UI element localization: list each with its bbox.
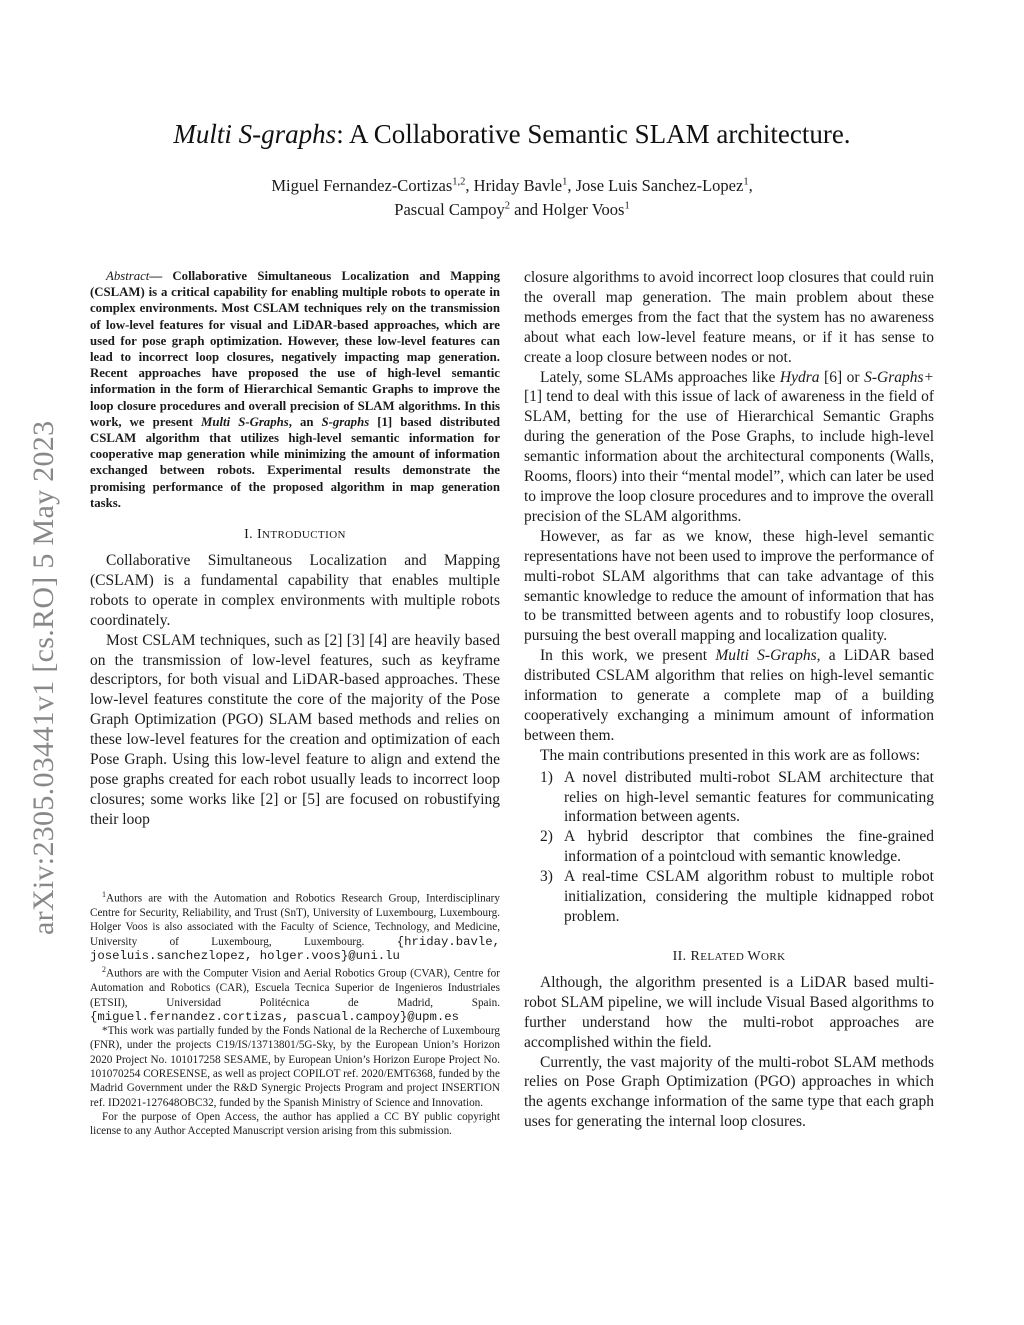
footnote-mark: 2 bbox=[102, 965, 106, 975]
list-item-text: A real-time CSLAM algorithm robust to multiple robot initialization, considering the multiple kidnapped robot problem. bbox=[564, 868, 934, 925]
paragraph: The main contributions presented in this work are as follows: bbox=[540, 746, 921, 764]
arxiv-identifier: arXiv:2305.03441v1 [cs.RO] 5 May 2023 bbox=[27, 420, 60, 935]
list-item-text: A novel distributed multi-robot SLAM architecture that relies on high-level semantic features for communicating information between agents. bbox=[564, 768, 934, 826]
affiliation-mark: 1 bbox=[562, 176, 568, 188]
paragraph bbox=[524, 646, 934, 746]
footnote-mark: 1 bbox=[102, 890, 106, 899]
list-item-text: A hybrid descriptor that combines the fine-grained information of a pointcloud with semantic knowledge. bbox=[564, 828, 934, 866]
paragraph: Although, the algorithm presented is a LiDAR based multi-robot SLAM pipeline, we will include Visual Based algorithms to further understand how the multi-robot approaches are accomplished within the field. bbox=[524, 973, 934, 1051]
section-title: R bbox=[690, 948, 701, 964]
section-title: ELATED bbox=[700, 950, 748, 963]
paragraph: Collaborative Simultaneous Localization and Mapping (CSLAM) is a fundamental capability that enables multiple robots to operate in complex environments with multiple robots coordinately. bbox=[90, 552, 500, 629]
section-title: NTRODUCTION bbox=[262, 529, 346, 542]
abstract-label: Abstract bbox=[106, 269, 150, 283]
paragraph: closure algorithms to avoid incorrect loop closures that could ruin the overall map generation. The main problem about these methods emerges from the fact that the system has no awareness about what each low-level feature means, or if it has sense to create a loop closure between nodes or not. bbox=[524, 269, 934, 366]
paragraph-text: In this work, we present bbox=[540, 647, 716, 665]
footnote bbox=[90, 963, 500, 1024]
list-item bbox=[524, 827, 934, 867]
abstract-text: — Collaborative Simultaneous Localization and Mapping (CSLAM) is a critical capability for enabling multiple robots to operate in complex environments. Most CSLAM techniques rely on the transmission of low-level features for visual and LiDAR-based approaches, which are used for pose graph optimization. However, these low-level features can lead to incorrect loop closures, negatively impacting map generation. Recent approaches have proposed the use of high-level semantic information in the form of Hierarchical Semantic Graphs to improve the loop closure procedures and overall precision of SLAM algorithms. In this work, we present bbox=[90, 269, 500, 429]
section-number: II. bbox=[672, 948, 691, 964]
section-number: I. bbox=[244, 527, 257, 543]
contribution-list bbox=[524, 768, 934, 927]
affiliation-mark: 1 bbox=[624, 200, 630, 212]
author-name: , Jose Luis Sanchez-Lopez bbox=[567, 176, 744, 195]
title-rest: : A Collaborative Semantic SLAM architecture. bbox=[336, 119, 851, 149]
paragraph-text: Lately, some SLAMs approaches like bbox=[540, 368, 780, 386]
section-title: ORK bbox=[760, 950, 786, 963]
abstract bbox=[90, 268, 500, 511]
paragraph-text: S-Graphs+ bbox=[864, 368, 934, 386]
author-name: Miguel Fernandez-Cortizas bbox=[271, 176, 453, 195]
author-name: Pascual Campoy bbox=[394, 200, 505, 219]
affiliation-mark: 1 bbox=[743, 176, 749, 188]
paper-title bbox=[100, 116, 924, 152]
paragraph: However, as far as we know, these high-level semantic representations have not been used to improve the performance of multi-robot SLAM algorithms that can take advantage of this semantic knowledge to reduce the amount of information that has to be transmitted between agents and to robustify loop closures, pursuing the best overall mapping and localization quality. bbox=[524, 527, 934, 645]
footnotes bbox=[90, 888, 500, 1139]
abstract-text: Multi S-Graphs bbox=[201, 414, 289, 429]
author-name: and Holger Voos bbox=[510, 200, 625, 219]
paragraph-text: , a LiDAR based distributed CSLAM algorithm that relies on high-level semantic information to generate a complete map of a building cooperatively exchanging a minimum amount of information between them. bbox=[524, 647, 935, 744]
footnote bbox=[90, 888, 500, 963]
footnote: For the purpose of Open Access, the author has applied a CC BY public copyright license to any Author Accepted Manuscript version arising from this submission. bbox=[90, 1110, 500, 1138]
abstract-text: [1] based distributed CSLAM algorithm that utilizes high-level semantic information for cooperative map generation while minimizing the amount of information exchanged between robots. Experimental results demonstrate the promising performance of the proposed algorithm in map generation tasks. bbox=[90, 414, 500, 510]
paragraph-text: [6] or bbox=[819, 368, 865, 386]
affiliation-mark: 2 bbox=[504, 200, 510, 212]
footnote-text: Authors are with the Computer Vision and Aerial Robotics Group (CVAR), Centre for Automation and Robotics (CAR), Escuela Tecnica Superior de Ingenieros Industriales (ETSII), Universidad Politécnica de Madrid, Spain. bbox=[90, 967, 500, 1009]
title-italic: Multi S-graphs bbox=[173, 119, 337, 149]
footnote-text: Authors are with the Automation and Robotics Research Group, Interdisciplinary Centre for Security, Reliability, and Trust (SnT), University of Luxembourg, Luxembourg. Holger Voos is also associated with the Faculty of Science, Technology, and Medicine, University of Luxembourg, Luxembourg. bbox=[90, 892, 500, 948]
paragraph-text: Hydra bbox=[779, 368, 820, 386]
paragraph-text: Multi S-Graphs bbox=[715, 647, 817, 665]
section-heading-introduction bbox=[90, 527, 500, 543]
section-title: I bbox=[256, 527, 263, 543]
paragraph: Most CSLAM techniques, such as [2] [3] [4] are heavily based on the transmission of low-level features, such as keyframe descriptors, for both visual and LiDAR-based approaches. These low-level features constitute the core of the majority of the Pose Graph Optimization (PGO) SLAM based methods and relies on these low-level features for the creation and optimization of each Pose Graph. Using this low-level feature to align and extend the pose graphs created for each robot usually leads to incorrect loop closures; some works like [2] or [5] are focused on robustifying their loop bbox=[90, 631, 500, 828]
list-number: 2) bbox=[540, 828, 553, 846]
list-number: 3) bbox=[540, 868, 553, 886]
footnote: *This work was partially funded by the Fonds National de la Recherche of Luxembourg (FNR), under the projects C19/IS/13713801/5G-Sky, by the European Union’s Horizon 2020 Project No. 101017258 SESAME, by European Union’s Horizon Europe Project No. 101070254 CORESENSE, as well as project COPILOT ref. 2020/EMT6368, funded by the Madrid Government under the R&D Synergic Projects Program and project INSERTION ref. ID2021-127648OBC32, funded by the Spanish Ministry of Science and Innovation. bbox=[90, 1025, 500, 1109]
abstract-text: S-graphs bbox=[321, 414, 370, 429]
author-name: , Hriday Bavle bbox=[465, 176, 563, 195]
abstract-text: , an bbox=[288, 414, 322, 429]
author-list bbox=[170, 174, 854, 222]
section-heading-related-work bbox=[524, 949, 934, 965]
left-column bbox=[90, 268, 500, 830]
section-title: W bbox=[747, 948, 761, 964]
paragraph: Currently, the vast majority of the multi-robot SLAM methods relies on Pose Graph Optimization (PGO) approaches in which the agents exchange information of the same type that each graph uses for generating the internal loop closures. bbox=[524, 1053, 934, 1131]
author-separator: , bbox=[748, 176, 753, 195]
list-item bbox=[524, 867, 934, 927]
right-column bbox=[524, 268, 934, 1132]
paragraph bbox=[524, 368, 934, 527]
email-address[interactable]: {hriday.bavle, joseluis.sanchezlopez, holger.voos}@uni.lu bbox=[90, 934, 500, 963]
list-item bbox=[524, 768, 934, 828]
affiliation-mark: 1,2 bbox=[452, 176, 466, 188]
list-number: 1) bbox=[540, 768, 553, 786]
paragraph-text: [1] tend to deal with this issue of lack of awareness in the field of SLAM, betting for the use of Hierarchical Semantic Graphs during the generation of the Pose Graphs, to include high-level semantic information about the architectural components (Walls, Rooms, floors) into their “mental model”, which can later be used to improve the loop closure procedures and to improve the overall precision of the SLAM algorithms. bbox=[524, 388, 934, 525]
email-address[interactable]: {miguel.fernandez.cortizas, pascual.campoy}@upm.es bbox=[90, 1009, 459, 1024]
